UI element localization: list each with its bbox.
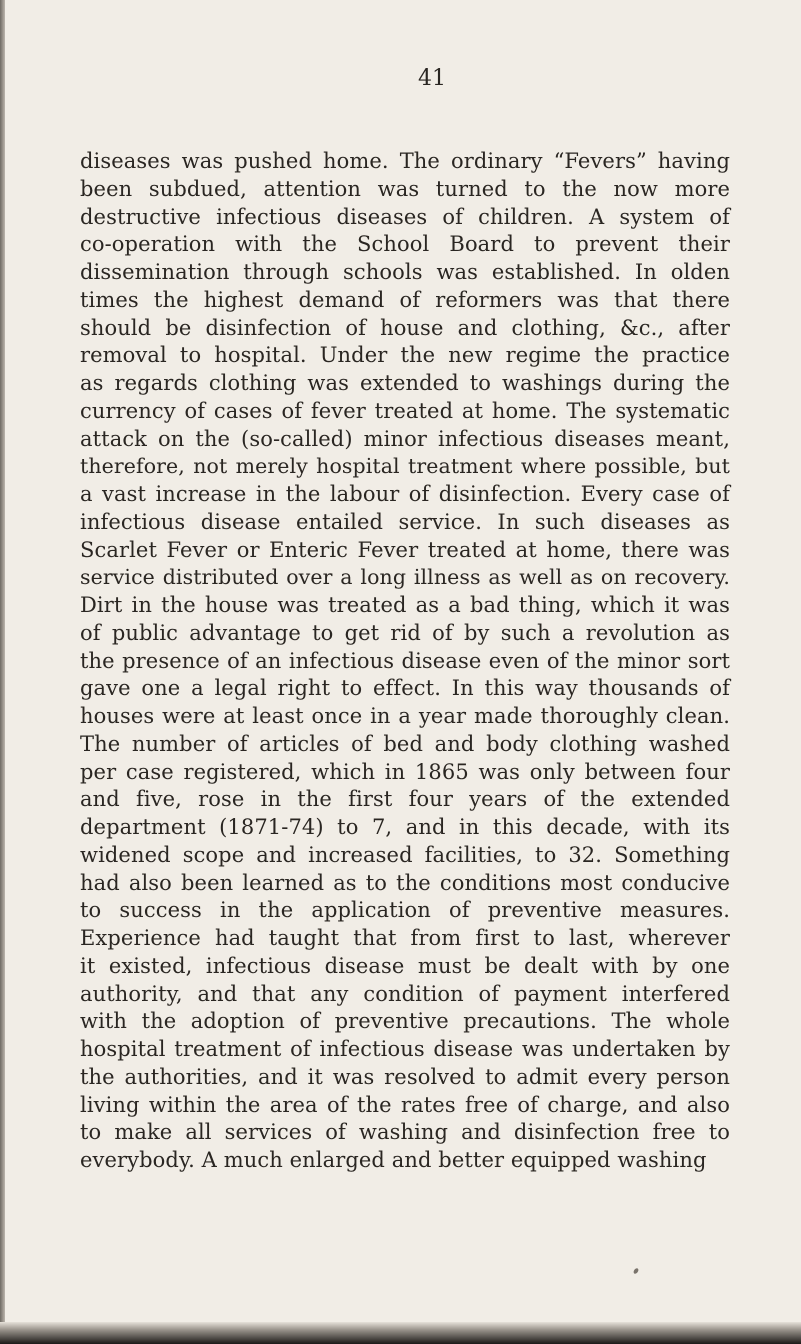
text-line: times the highest demand of reformers was that there	[80, 287, 730, 312]
text-line: the presence of an infectious disease even of the minor sort	[80, 648, 730, 673]
text-line: should be disinfection of house and clothing, &c., after	[80, 315, 730, 340]
text-line: co-operation with the School Board to prevent their	[80, 232, 730, 257]
text-line: Dirt in the house was treated as a bad thing, which it was	[80, 593, 730, 617]
text-line: of public advantage to get rid of by such a revolution as	[80, 620, 730, 645]
text-line: infectious disease entailed service. In such diseases as	[80, 509, 730, 534]
text-line: therefore, not merely hospital treatment where possible, but	[80, 454, 730, 479]
text-line: widened scope and increased facilities, to 32. Something	[80, 842, 730, 867]
text-line: had also been learned as to the conditions most conducive	[80, 870, 730, 895]
text-line: currency of cases of fever treated at home. The systematic	[80, 398, 730, 423]
text-line: per case registered, which in 1865 was only between four	[80, 759, 730, 784]
text-line: living within the area of the rates free of charge, and also	[80, 1092, 730, 1117]
text-line: as regards clothing was extended to washings during the	[80, 371, 730, 395]
text-line: authority, and that any condition of payment interfered	[80, 981, 730, 1006]
body-text	[80, 148, 730, 1175]
text-line: removal to hospital. Under the new regime the practice	[80, 343, 730, 368]
page-left-edge-shadow	[0, 0, 5, 1344]
text-line: the authorities, and it was resolved to admit every person	[80, 1064, 730, 1089]
page-bottom-edge-shadow	[0, 1322, 801, 1344]
text-line: service distributed over a long illness as well as on recovery.	[80, 565, 730, 590]
text-line: diseases was pushed home. The ordinary “Fevers” having	[80, 149, 730, 173]
text-line: and five, rose in the first four years of the extended	[80, 787, 730, 812]
text-line: Scarlet Fever or Enteric Fever treated at home, there was	[80, 537, 730, 562]
text-line: been subdued, attention was turned to the now more	[80, 176, 730, 201]
ink-speck	[633, 1267, 640, 1274]
text-line: it existed, infectious disease must be dealt with by one	[80, 953, 730, 978]
text-line: with the adoption of preventive precautions. The whole	[80, 1009, 730, 1034]
text-line: Experience had taught that from first to last, wherever	[80, 926, 730, 950]
text-line: dissemination through schools was established. In olden	[80, 260, 730, 284]
text-line: department (1871-74) to 7, and in this decade, with its	[80, 815, 730, 839]
page-number: 41	[418, 66, 446, 91]
text-line: houses were at least once in a year made thoroughly clean.	[80, 704, 730, 728]
text-line: hospital treatment of infectious disease was undertaken by	[80, 1037, 730, 1061]
text-line: to success in the application of preventive measures.	[80, 898, 730, 923]
text-line: everybody. A much enlarged and better equipped washing	[80, 1148, 707, 1172]
text-line: attack on the (so-called) minor infectious diseases meant,	[80, 426, 730, 451]
text-line: gave one a legal right to effect. In this way thousands of	[80, 676, 730, 701]
text-line: a vast increase in the labour of disinfection. Every case of	[80, 482, 730, 506]
text-line: The number of articles of bed and body clothing washed	[80, 731, 730, 756]
text-line: destructive infectious diseases of children. A system of	[80, 204, 730, 229]
text-line: to make all services of washing and disinfection free to	[80, 1120, 730, 1145]
